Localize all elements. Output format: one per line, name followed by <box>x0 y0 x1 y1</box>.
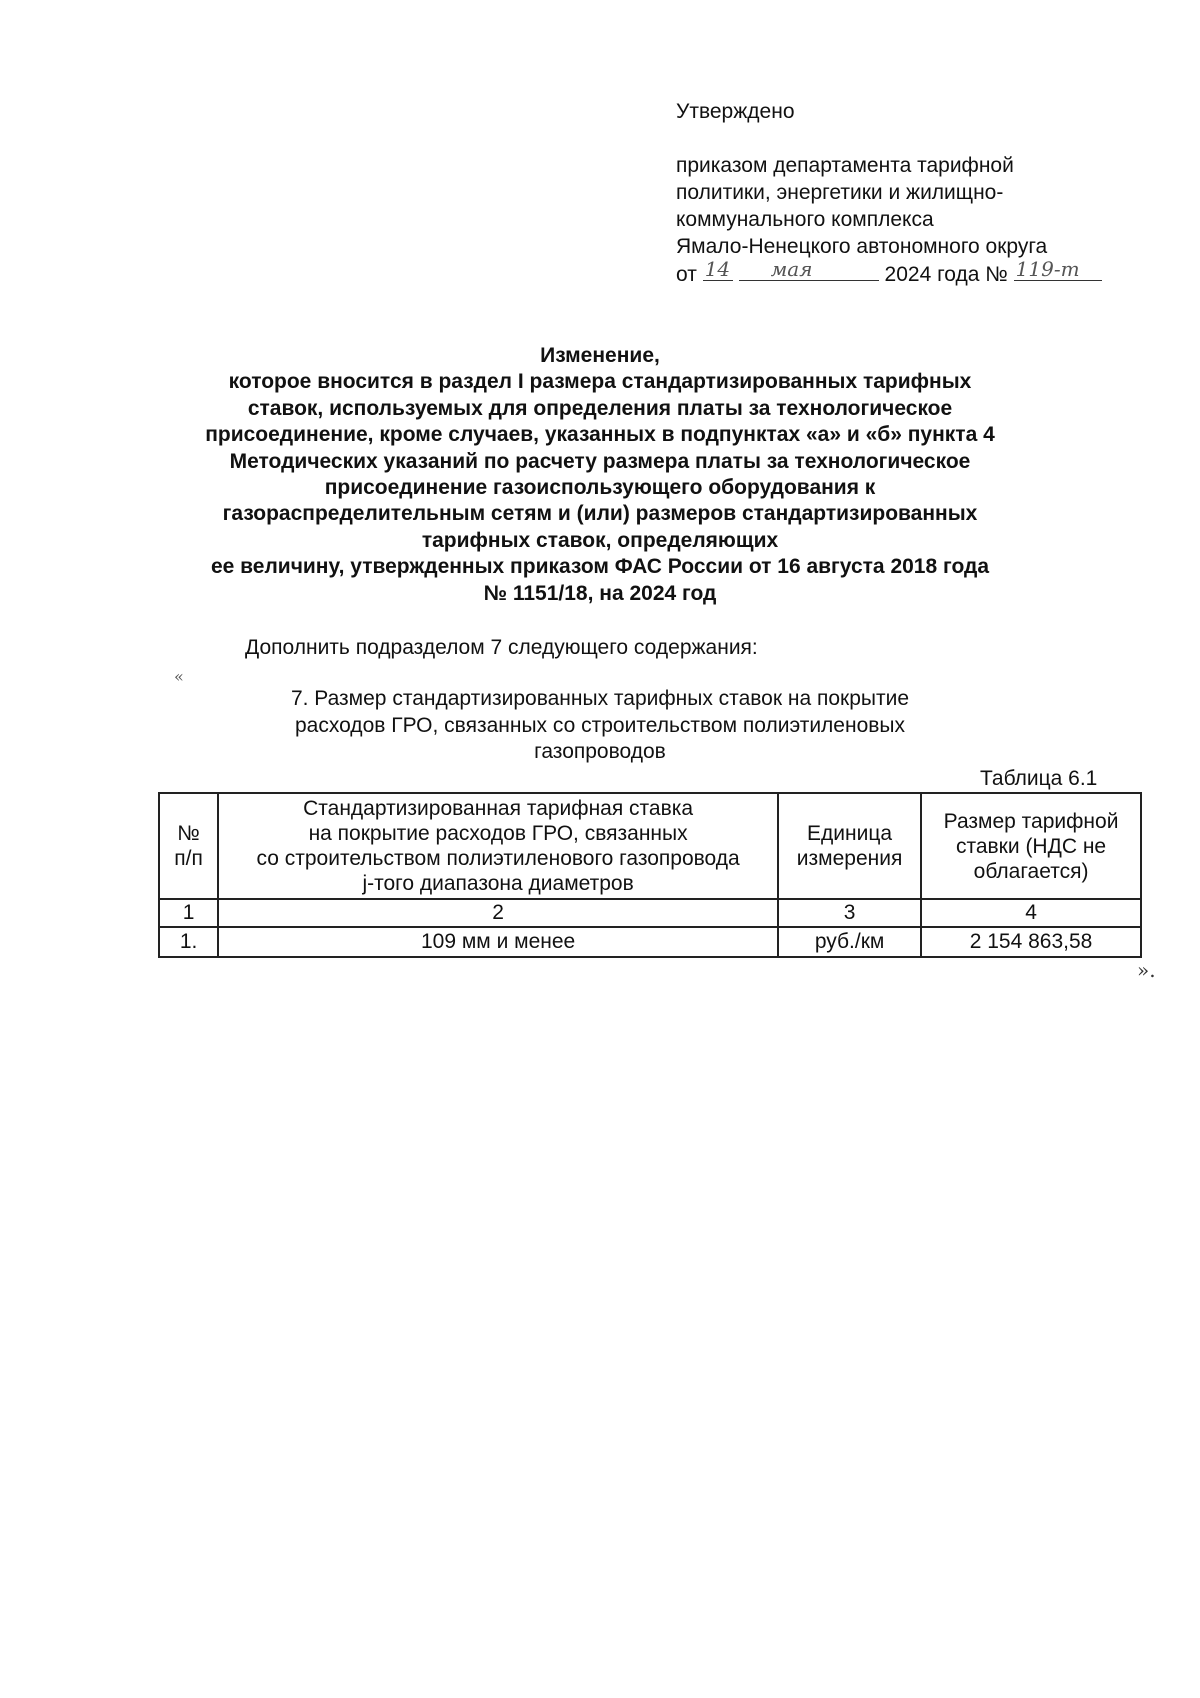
column-number-4: 4 <box>921 899 1141 927</box>
approval-line-3: коммунального комплекса <box>676 208 934 231</box>
table-header-row <box>159 793 1141 899</box>
approval-line-1: приказом департамента тарифной <box>676 154 1014 177</box>
title-line-8: тарифных ставок, определяющих <box>421 528 779 552</box>
table-label: Таблица 6.1 <box>980 767 1098 790</box>
approval-block <box>676 98 1156 288</box>
column-number-3: 3 <box>778 899 921 927</box>
handwritten-order-number: 119-т <box>1014 260 1102 281</box>
subtitle-line-3: газопроводов <box>534 740 666 763</box>
tariff-table <box>158 792 1142 958</box>
row-rate-value: 2 154 863,58 <box>921 927 1141 957</box>
approval-line-4: Ямало-Ненецкого автономного округа <box>676 235 1048 258</box>
row-diameter-range: 109 мм и менее <box>218 927 778 957</box>
title-line-9: ее величину, утвержденных приказом ФАС России от 16 августа 2018 года <box>210 555 990 579</box>
date-prefix: от <box>676 263 697 286</box>
title-line-5: Методических указаний по расчету размера платы за технологическое <box>229 449 971 473</box>
header-rate-value: Размер тарифной ставки (НДС не облагается) <box>921 793 1141 899</box>
title-line-2: которое вносится в раздел I размера стандартизированных тарифных <box>228 370 972 394</box>
title-line-7: газораспределительным сетям и (или) размеров стандартизированных <box>222 502 978 526</box>
header-number: № п/п <box>159 793 218 899</box>
title-line-1: Изменение, <box>540 344 660 367</box>
handwritten-month: мая <box>739 260 879 281</box>
approved-label: Утверждено <box>676 100 795 123</box>
title-line-10: № 1151/18, на 2024 год <box>483 581 717 605</box>
approval-line-2: политики, энергетики и жилищно- <box>676 181 1004 204</box>
row-unit: руб./км <box>778 927 921 957</box>
title-line-4: присоединение, кроме случаев, указанных в подпунктах «а» и «б» пункта 4 <box>205 423 995 447</box>
column-number-1: 1 <box>159 899 218 927</box>
open-quote: « <box>174 667 184 686</box>
title-line-3: ставок, используемых для определения платы за технологическое <box>247 396 953 420</box>
subtitle-line-2: расходов ГРО, связанных со строительством полиэтиленовых <box>294 713 906 737</box>
intro-paragraph: Дополнить подразделом 7 следующего содержания: <box>245 636 758 659</box>
column-number-2: 2 <box>218 899 778 927</box>
row-number: 1. <box>159 927 218 957</box>
table-row <box>159 927 1141 957</box>
header-unit: Единица измерения <box>778 793 921 899</box>
date-year: 2024 года № <box>884 263 1008 286</box>
close-quote: ». <box>1137 958 1156 982</box>
header-rate-name: Стандартизированная тарифная ставка на покрытие расходов ГРО, связанных со строительством полиэтиленового газопровода j-того диапазона диаметров <box>218 793 778 899</box>
title-line-6: присоединение газоиспользующего оборудования к <box>324 476 876 500</box>
handwritten-day: 14 <box>703 260 733 281</box>
subtitle-line-1: 7. Размер стандартизированных тарифных ставок на покрытие <box>290 687 910 710</box>
document-title <box>150 343 1050 607</box>
table-column-numbers-row <box>159 899 1141 927</box>
approval-date-line <box>676 257 1156 288</box>
section-subtitle <box>250 686 950 766</box>
